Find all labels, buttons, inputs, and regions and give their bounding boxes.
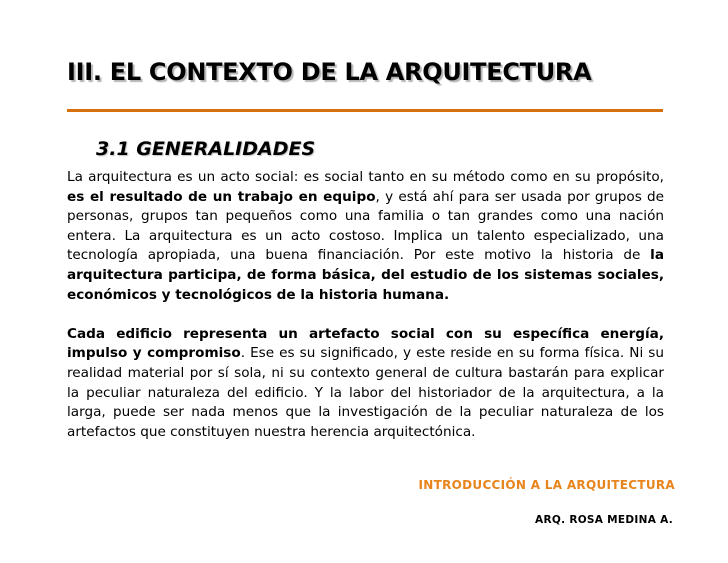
- paragraph-1: [67, 168, 664, 305]
- paragraph-1-text-1: La arquitectura es un acto social: es social tanto en su método como en su propósito,: [67, 169, 664, 185]
- title-divider: [67, 109, 663, 112]
- footer-author: ARQ. ROSA MEDINA A.: [535, 514, 673, 526]
- paragraph-1-bold-2: la arquitectura participa, de forma básica, del estudio de los sistemas sociales, económicos y tecnológicos de la historia humana.: [67, 247, 664, 303]
- paragraph-2-text-1: . Ese es su significado, y este reside en su forma física. Ni su realidad material por sí sola, ni su contexto general de cultura bastarán para explicar la peculiar naturaleza del edificio. Y la labor del historiador de la arquitectura, a la larga, puede ser nada menos que la investigación de la peculiar naturaleza de los artefactos que constituyen nuestra herencia arquitectónica.: [67, 345, 664, 440]
- paragraph-1-text-2: , y está ahí para ser usada por grupos de personas, grupos tan pequeños como una familia o tan grandes como una nación entera. La arquitectura es un acto costoso. Implica un talento especializado, una tecnología apropiada, una buena financiación. Por este motivo la historia de: [67, 188, 665, 264]
- slide-title: III. EL CONTEXTO DE LA ARQUITECTURA: [67, 58, 592, 86]
- section-subtitle: 3.1 GENERALIDADES: [96, 138, 316, 160]
- footer-course-name: INTRODUCCIÓN A LA ARQUITECTURA: [418, 478, 675, 492]
- paragraph-1-bold-1: es el resultado de un trabajo en equipo: [67, 188, 376, 205]
- body-text: [67, 168, 664, 442]
- paragraph-2: [67, 325, 664, 443]
- paragraph-2-bold-1: Cada edificio representa un artefacto social con su específica energía, impulso y compromiso: [67, 325, 664, 362]
